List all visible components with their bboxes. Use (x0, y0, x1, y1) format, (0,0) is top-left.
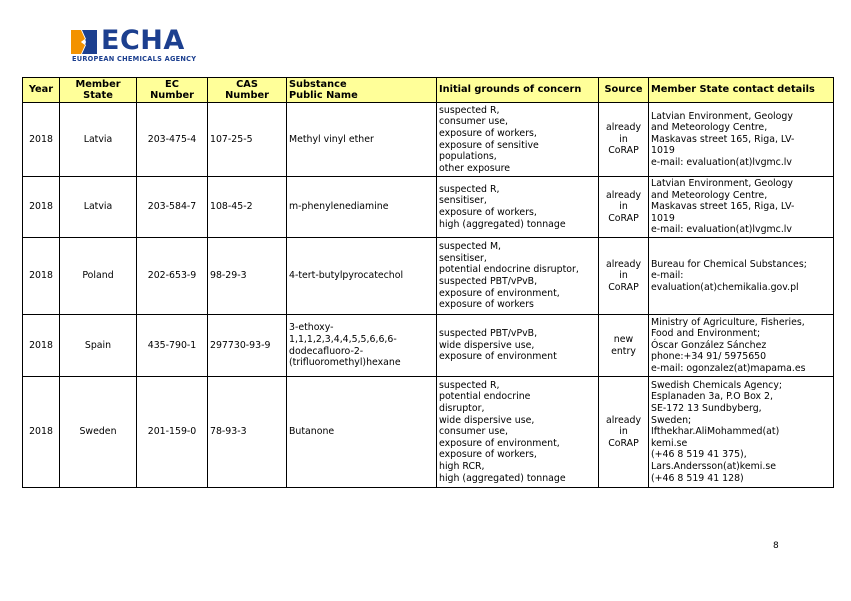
header-member-state: Member State (60, 78, 137, 103)
table-row (23, 238, 834, 315)
header-cas-number: CAS Number (208, 78, 287, 103)
cell-cas-number: 78-93-3 (208, 377, 287, 488)
cell-year: 2018 (23, 103, 60, 177)
cell-source: already in CoRAP (599, 377, 649, 488)
cell-source: already in CoRAP (599, 103, 649, 177)
cell-ec-number: 203-475-4 (137, 103, 208, 177)
cell-grounds-of-concern: suspected R, potential endocrine disruptor, wide dispersive use, consumer use, exposure of environment, exposure of workers, high RCR, high (aggregated) tonnage (437, 377, 599, 488)
table-row (23, 103, 834, 177)
table-row (23, 315, 834, 377)
cell-year: 2018 (23, 177, 60, 238)
cell-ec-number: 203-584-7 (137, 177, 208, 238)
cell-cas-number: 297730-93-9 (208, 315, 287, 377)
cell-source: already in CoRAP (599, 177, 649, 238)
cell-source: new entry (599, 315, 649, 377)
cell-ec-number: 202-653-9 (137, 238, 208, 315)
cell-contact-details: Ministry of Agriculture, Fisheries, Food and Environment; Óscar González Sánchez phone:+34 91/ 5975650 e-mail: ogonzalez(at)mapama.es (649, 315, 834, 377)
cell-member-state: Sweden (60, 377, 137, 488)
cell-ec-number: 201-159-0 (137, 377, 208, 488)
cell-grounds-of-concern: suspected PBT/vPvB, wide dispersive use, exposure of environment (437, 315, 599, 377)
logo-subtitle: EUROPEAN CHEMICALS AGENCY (72, 55, 197, 63)
cell-year: 2018 (23, 315, 60, 377)
substances-table (22, 77, 834, 488)
header-contact-details: Member State contact details (649, 78, 834, 103)
cell-contact-details: Bureau for Chemical Substances; e-mail: evaluation(at)chemikalia.gov.pl (649, 238, 834, 315)
cell-member-state: Poland (60, 238, 137, 315)
cell-contact-details: Latvian Environment, Geology and Meteorology Centre, Maskavas street 165, Riga, LV- 1019 e-mail: evaluation(at)lvgmc.lv (649, 103, 834, 177)
cell-cas-number: 108-45-2 (208, 177, 287, 238)
cell-grounds-of-concern: suspected R, sensitiser, exposure of workers, high (aggregated) tonnage (437, 177, 599, 238)
cell-cas-number: 98-29-3 (208, 238, 287, 315)
cell-substance-name: Methyl vinyl ether (287, 103, 437, 177)
header-year: Year (23, 78, 60, 103)
cell-grounds-of-concern: suspected M, sensitiser, potential endocrine disruptor, suspected PBT/vPvB, exposure of environment, exposure of workers (437, 238, 599, 315)
table-header-row (23, 78, 834, 103)
echa-logo (71, 25, 211, 66)
cell-substance-name: m-phenylenediamine (287, 177, 437, 238)
table-row (23, 377, 834, 488)
header-substance-name: Substance Public Name (287, 78, 437, 103)
cell-member-state: Latvia (60, 103, 137, 177)
cell-substance-name: Butanone (287, 377, 437, 488)
cell-year: 2018 (23, 377, 60, 488)
cell-member-state: Latvia (60, 177, 137, 238)
cell-substance-name: 3-ethoxy- 1,1,1,2,3,4,4,5,5,6,6,6- dodecafluoro-2- (trifluoromethyl)hexane (287, 315, 437, 377)
cell-contact-details: Swedish Chemicals Agency; Esplanaden 3a, P.O Box 2, SE-172 13 Sundbyberg, Sweden; Ifthekhar.AliMohammed(at) kemi.se (+46 8 519 41 375), Lars.Andersson(at)kemi.se (+46 8 519 41 128) (649, 377, 834, 488)
page-number: 8 (773, 541, 779, 551)
header-source: Source (599, 78, 649, 103)
header-ec-number: EC Number (137, 78, 208, 103)
cell-member-state: Spain (60, 315, 137, 377)
echa-logo-mark-icon (71, 30, 97, 54)
cell-contact-details: Latvian Environment, Geology and Meteorology Centre, Maskavas street 165, Riga, LV- 1019 e-mail: evaluation(at)lvgmc.lv (649, 177, 834, 238)
cell-year: 2018 (23, 238, 60, 315)
logo-wordmark: ECHA (101, 25, 185, 56)
cell-source: already in CoRAP (599, 238, 649, 315)
cell-substance-name: 4-tert-butylpyrocatechol (287, 238, 437, 315)
cell-grounds-of-concern: suspected R, consumer use, exposure of workers, exposure of sensitive populations, other exposure (437, 103, 599, 177)
cell-cas-number: 107-25-5 (208, 103, 287, 177)
table-row (23, 177, 834, 238)
header-grounds-of-concern: Initial grounds of concern (437, 78, 599, 103)
cell-ec-number: 435-790-1 (137, 315, 208, 377)
